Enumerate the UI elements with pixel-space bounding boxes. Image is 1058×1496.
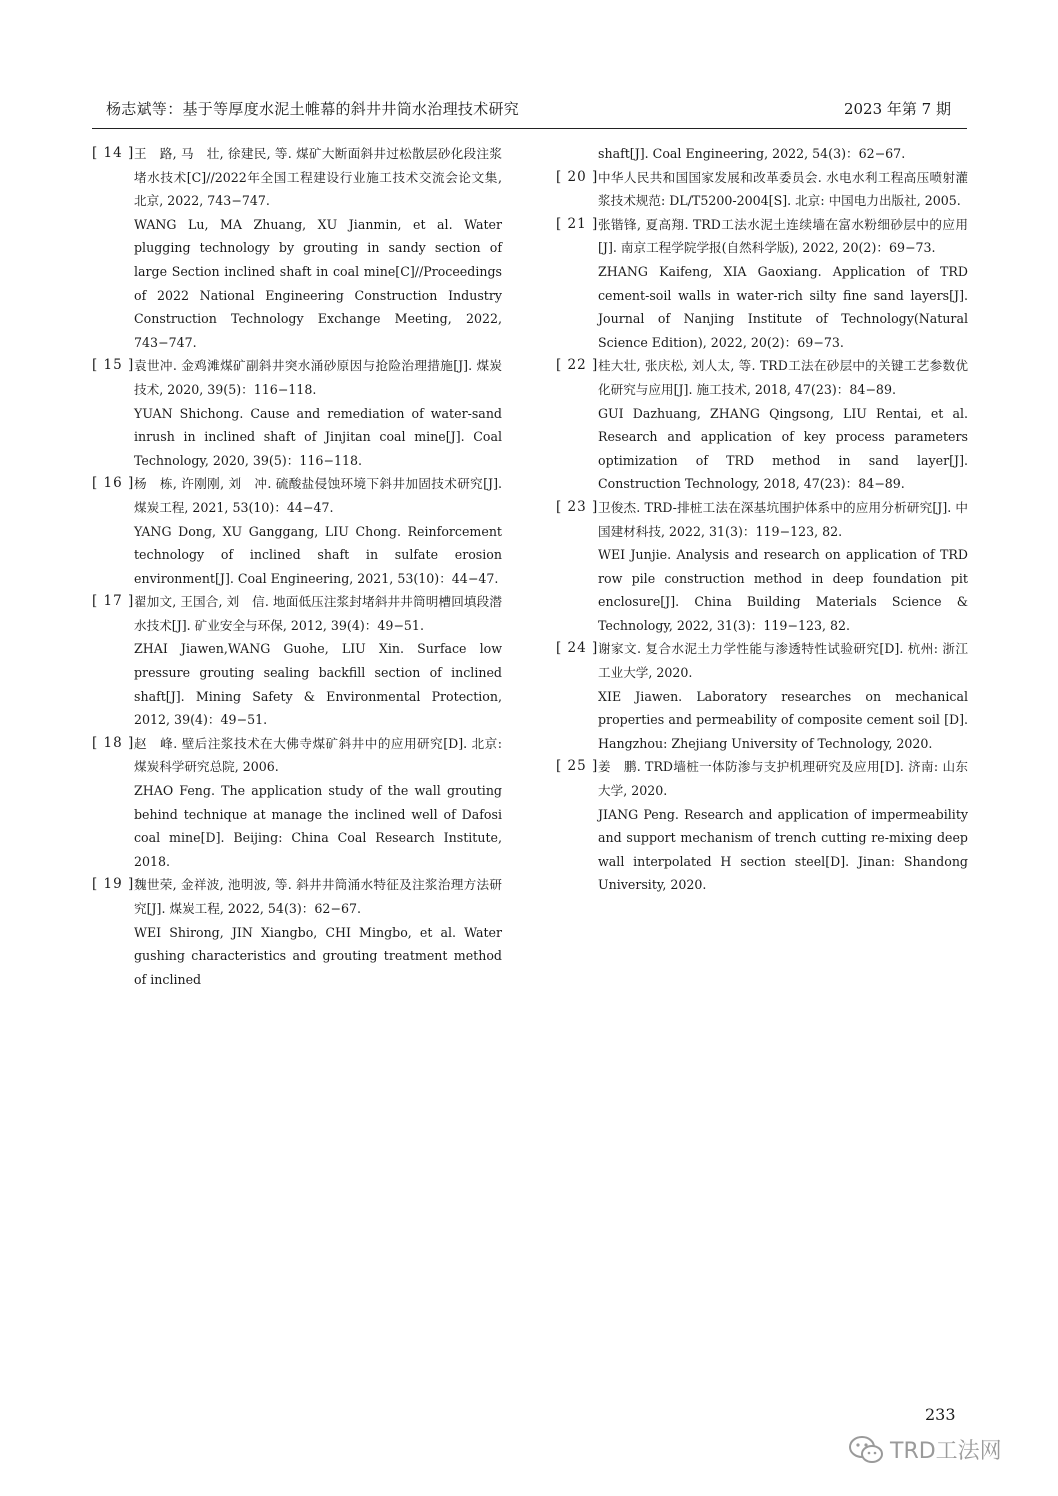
- watermark: [848, 1434, 1002, 1465]
- reference-zh: 卫俊杰. TRD-排桩工法在深基坑围护体系中的应用分析研究[J]. 中国建材科技, 2022, 31(3)：119−123, 82.: [598, 499, 968, 539]
- reference-number: [ 25 ]: [556, 758, 599, 775]
- reference-en: ZHANG Kaifeng, XIA Gaoxiang. Application of TRD cement-soil walls in water-rich silty fine sand layers[J]. Journal of Nanjing Institute of Technology(Natural Science Edition), 2022, 20(2)：69−73.: [598, 263, 968, 350]
- reference-en: ZHAI Jiawen,WANG Guohe, LIU Xin. Surface low pressure grouting sealing backfill section of inclined shaft[J]. Mining Safety & Environmental Protection, 2012, 39(4)：49−51.: [134, 641, 502, 728]
- reference-item: [556, 166, 968, 213]
- reference-en: WEI Junjie. Analysis and research on application of TRD row pile construction method in deep foundation pit enclosure[J]. China Building Materials Science & Technology, 2022, 31(3)：119−123, 82.: [598, 547, 968, 633]
- reference-en: YUAN Shichong. Cause and remediation of water-sand inrush in inclined shaft of Jinjitan coal mine[J]. Coal Technology, 2020, 39(5)：116−118.: [134, 405, 502, 468]
- reference-zh: 张锴锋, 夏高翔. TRD工法水泥土连续墙在富水粉细砂层中的应用[J]. 南京工程学院学报(自然科学版), 2022, 20(2)：69−73.: [598, 216, 968, 256]
- reference-zh: 袁世冲. 金鸡滩煤矿副斜井突水涌砂原因与抢险治理措施[J]. 煤炭技术, 2020, 39(5)：116−118.: [134, 358, 502, 397]
- reference-number: [ 17 ]: [92, 593, 135, 610]
- reference-number: [ 18 ]: [92, 734, 135, 751]
- reference-item: [556, 496, 968, 638]
- reference-number: [ 20 ]: [556, 168, 599, 185]
- reference-zh: 杨 栋, 许刚刚, 刘 冲. 硫酸盐侵蚀环境下斜井加固技术研究[J]. 煤炭工程, 2021, 53(10)：44−47.: [134, 476, 502, 515]
- reference-en: XIE Jiawen. Laboratory researches on mechanical properties and permeability of composite cement soil [D]. Hangzhou: Zhejiang University of Technology, 2020.: [598, 688, 968, 751]
- running-header: [92, 94, 967, 129]
- wechat-icon: [848, 1435, 884, 1465]
- reference-number: [ 23 ]: [556, 498, 599, 515]
- reference-zh: 魏世荣, 金祥波, 池明波, 等. 斜井井筒涌水特征及注浆治理方法研究[J]. 煤炭工程, 2022, 54(3)：62−67.: [134, 877, 502, 916]
- reference-item: [556, 213, 968, 355]
- page-number: 233: [925, 1405, 956, 1424]
- reference-number: [ 21 ]: [556, 215, 599, 232]
- reference-zh: 翟加文, 王国合, 刘 信. 地面低压注浆封堵斜井井筒明槽回填段潜水技术[J]. 矿业安全与环保, 2012, 39(4)：49−51.: [134, 594, 502, 633]
- reference-continuation: shaft[J]. Coal Engineering, 2022, 54(3)：62−67.: [598, 146, 906, 161]
- left-column: [92, 142, 502, 991]
- reference-number: [ 24 ]: [556, 640, 599, 657]
- reference-zh: 桂大壮, 张庆松, 刘人太, 等. TRD工法在砂层中的关键工艺参数优化研究与应用[J]. 施工技术, 2018, 47(23)：84−89.: [598, 358, 968, 397]
- reference-zh: 王 路, 马 壮, 徐建民, 等. 煤矿大断面斜井过松散层砂化段注浆堵水技术[C]//2022年全国工程建设行业施工技术交流会论文集, 北京, 2022, 743−747.: [134, 146, 502, 209]
- reference-zh: 中华人民共和国国家发展和改革委员会. 水电水利工程高压喷射灌浆技术规范: DL/T5200-2004[S]. 北京: 中国电力出版社, 2005.: [598, 169, 968, 209]
- reference-en: ZHAO Feng. The application study of the wall grouting behind technique at manage the inclined well of Dafosi coal mine[D]. Beijing: China Coal Research Institute, 2018.: [134, 783, 502, 869]
- header-issue: 2023 年第 7 期: [843, 100, 951, 118]
- reference-item: [92, 354, 502, 472]
- reference-zh: 赵 峰. 壁后注浆技术在大佛寺煤矿斜井中的应用研究[D]. 北京: 煤炭科学研究总院, 2006.: [134, 735, 502, 775]
- right-column: [556, 142, 968, 897]
- reference-number: [ 16 ]: [92, 475, 135, 492]
- reference-en: YANG Dong, XU Ganggang, LIU Chong. Reinforcement technology of inclined shaft in sulfate erosion environment[J]. Coal Engineering, 2021, 53(10)：44−47.: [134, 523, 502, 586]
- reference-number: [ 19 ]: [92, 876, 135, 893]
- reference-item: [92, 142, 502, 354]
- header-article-title: 杨志斌等：基于等厚度水泥土帷幕的斜井井筒水治理技术研究: [106, 100, 520, 118]
- reference-item: [556, 755, 968, 897]
- reference-item: [92, 590, 502, 732]
- reference-item: [92, 873, 502, 991]
- watermark-text: TRD工法网: [890, 1439, 1002, 1464]
- reference-item: [556, 354, 968, 496]
- reference-zh: 谢家文. 复合水泥土力学性能与渗透特性试验研究[D]. 杭州: 浙江工业大学, 2020.: [598, 641, 968, 681]
- reference-number: [ 22 ]: [556, 357, 599, 374]
- reference-en: JIANG Peng. Research and application of impermeability and support mechanism of trench cutting re-mixing deep wall interpolated H section steel[D]. Jinan: Shandong University, 2020.: [598, 806, 968, 893]
- reference-item: [92, 472, 502, 590]
- reference-en: WEI Shirong, JIN Xiangbo, CHI Mingbo, et al. Water gushing characteristics and grouting treatment method of inclined: [134, 924, 502, 987]
- reference-item: [556, 637, 968, 755]
- reference-number: [ 15 ]: [92, 357, 135, 374]
- reference-en: GUI Dazhuang, ZHANG Qingsong, LIU Rentai, et al. Research and application of key process parameters optimization of TRD method in sand layer[J]. Construction Technology, 2018, 47(23)：84−89.: [598, 405, 968, 492]
- reference-en: WANG Lu, MA Zhuang, XU Jianmin, et al. Water plugging technology by grouting in sandy section of large Section inclined shaft in coal mine[C]//Proceedings of 2022 National Engineering Construction Industry Construction Technology Exchange Meeting, 2022, 743−747.: [134, 216, 502, 350]
- reference-zh: 姜 鹏. TRD墙桩一体防渗与支护机理研究及应用[D]. 济南: 山东大学, 2020.: [598, 759, 968, 799]
- reference-item: [92, 732, 502, 874]
- reference-number: [ 14 ]: [92, 145, 135, 161]
